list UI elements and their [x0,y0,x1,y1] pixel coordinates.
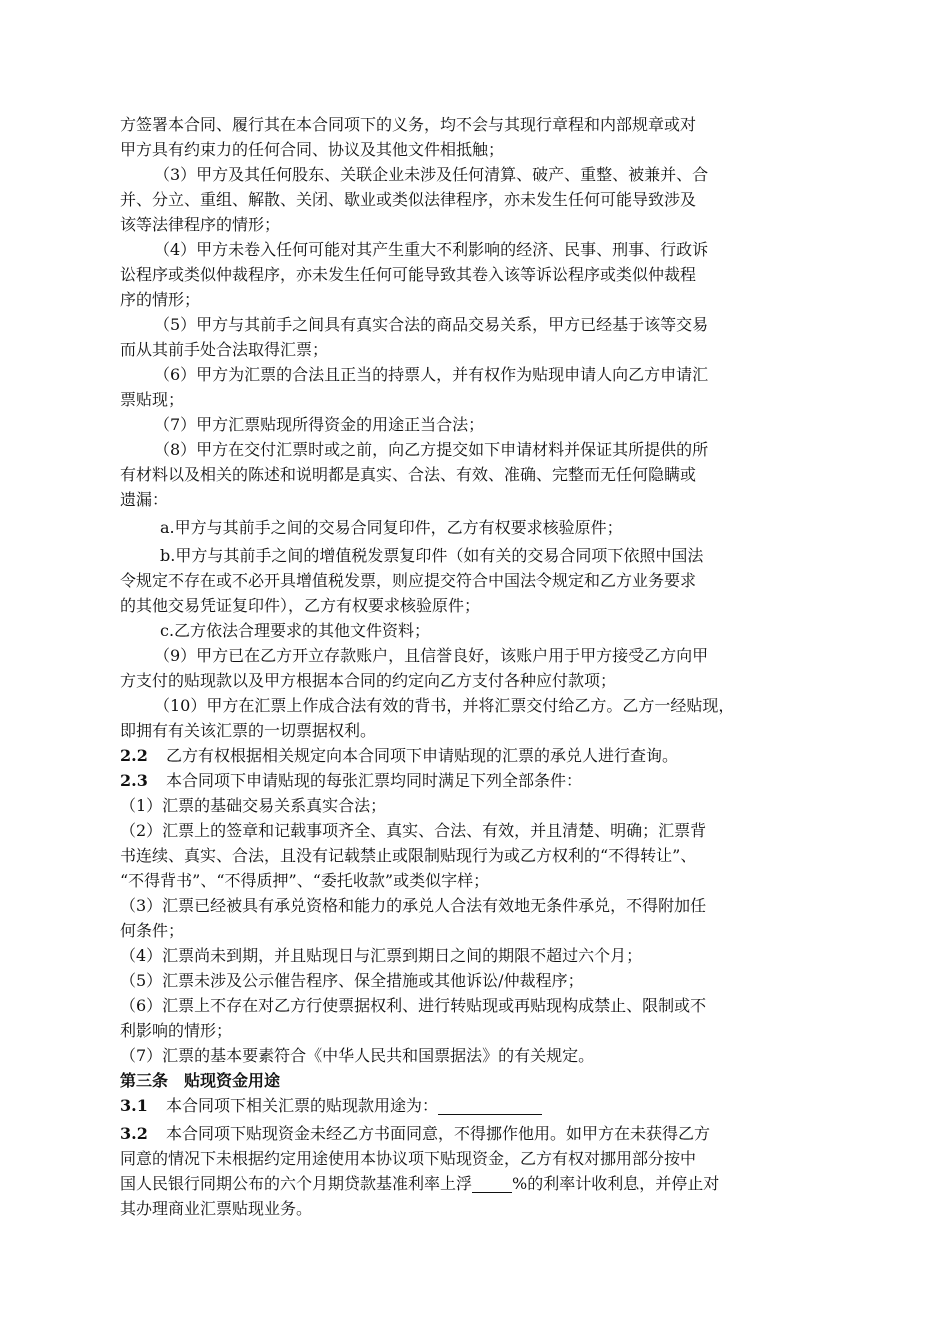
sub-item: c.乙方依法合理要求的其他文件资料； [160,621,431,640]
text-line: 即拥有有关该汇票的一切票据权利。 [120,721,377,740]
text-line: 讼程序或类似仲裁程序，亦未发生任何可能导致其卷入该等诉讼程序或类似仲裁程 [120,265,697,284]
condition-item: （6）汇票上不存在对乙方行使票据权利、进行转贴现或再贴现构成禁止、限制或不 [120,996,707,1015]
text-line: 方签署本合同、履行其在本合同项下的义务，均不会与其现行章程和内部规章或对 [120,115,697,134]
text-line [120,1171,840,1196]
text-line: 序的情形； [120,290,201,309]
section-2-3 [120,768,840,793]
text-line: 同意的情况下未根据约定用途使用本协议项下贴现资金，乙方有权对挪用部分按中 [120,1149,697,1168]
section-text: 本合同项下贴现资金未经乙方书面同意，不得挪作他用。如甲方在未获得乙方 [166,1124,711,1143]
text-line: 其办理商业汇票贴现业务。 [120,1199,313,1218]
blank-field [472,1174,512,1193]
condition-item: （5）汇票未涉及公示催告程序、保全措施或其他诉讼/仲裁程序； [120,971,584,990]
section-number: 3.2 [120,1124,148,1143]
condition-item: （1）汇票的基础交易关系真实合法； [120,796,387,815]
text-line: 书连续、真实、合法，且没有记载禁止或限制贴现行为或乙方权利的“不得转让”、 [120,846,697,865]
section-3-1 [120,1093,840,1118]
condition-item: （3）汇票已经被具有承兑资格和能力的承兑人合法有效地无条件承兑，不得附加任 [120,896,707,915]
section-number: 3.1 [120,1096,148,1115]
sub-item: b.甲方与其前手之间的增值税发票复印件（如有关的交易合同项下依照中国法 [160,546,704,565]
text-line: 而从其前手处合法取得汇票； [120,340,329,359]
text-segment: 国人民银行同期公布的六个月期贷款基准利率上浮 [120,1174,473,1193]
clause-item: （7）甲方汇票贴现所得资金的用途正当合法； [154,415,485,434]
text-line: 甲方具有约束力的任何合同、协议及其他文件相抵触； [120,140,505,159]
condition-item: （2）汇票上的签章和记载事项齐全、真实、合法、有效，并且清楚、明确；汇票背 [120,821,707,840]
text-line: 方支付的贴现款以及甲方根据本合同的约定向乙方支付各种应付款项； [120,671,617,690]
clause-item: （5）甲方与其前手之间具有真实合法的商品交易关系，甲方已经基于该等交易 [154,315,709,334]
condition-item: （7）汇票的基本要素符合《中华人民共和国票据法》的有关规定。 [120,1046,595,1065]
blank-field [438,1096,542,1115]
clause-item: （4）甲方未卷入任何可能对其产生重大不利影响的经济、民事、刑事、行政诉 [154,240,709,259]
section-number: 2.3 [120,771,148,790]
condition-item: （4）汇票尚未到期，并且贴现日与汇票到期日之间的期限不超过六个月； [120,946,643,965]
article-heading: 第三条 贴现资金用途 [120,1071,281,1090]
text-line: 票贴现； [120,390,185,409]
text-line: 遗漏： [120,490,169,509]
section-2-2 [120,743,840,768]
text-line: 并、分立、重组、解散、关闭、歇业或类似法律程序，亦未发生任何可能导致涉及 [120,190,697,209]
text-line: 有材料以及相关的陈述和说明都是真实、合法、有效、准确、完整而无任何隐瞒或 [120,465,697,484]
text-line: 利影响的情形； [120,1021,233,1040]
section-3-2 [120,1121,840,1146]
text-line: 的其他交易凭证复印件），乙方有权要求核验原件； [120,596,481,615]
clause-item: （10）甲方在汇票上作成合法有效的背书，并将汇票交付给乙方。乙方一经贴现， [154,696,735,715]
clause-item: （3）甲方及其任何股东、关联企业未涉及任何清算、破产、重整、被兼并、合 [154,165,709,184]
section-text: 乙方有权根据相关规定向本合同项下申请贴现的汇票的承兑人进行查询。 [166,746,679,765]
clause-item: （9）甲方已在乙方开立存款账户，且信誉良好，该账户用于甲方接受乙方向甲 [154,646,709,665]
text-line: 该等法律程序的情形； [120,215,281,234]
text-line: 何条件； [120,921,185,940]
text-line: 令规定不存在或不必开具增值税发票，则应提交符合中国法令规定和乙方业务要求 [120,571,697,590]
section-number: 2.2 [120,746,148,765]
text-line: “不得背书”、“不得质押”、“委托收款”或类似字样； [120,871,490,890]
clause-item: （6）甲方为汇票的合法且正当的持票人，并有权作为贴现申请人向乙方申请汇 [154,365,709,384]
sub-item: a.甲方与其前手之间的交易合同复印件，乙方有权要求核验原件； [160,518,623,537]
text-segment: %的利率计收利息，并停止对 [512,1174,720,1193]
section-text: 本合同项下相关汇票的贴现款用途为： [166,1096,439,1115]
clause-item: （8）甲方在交付汇票时或之前，向乙方提交如下申请材料并保证其所提供的所 [154,440,709,459]
section-text: 本合同项下申请贴现的每张汇票均同时满足下列全部条件： [166,771,583,790]
